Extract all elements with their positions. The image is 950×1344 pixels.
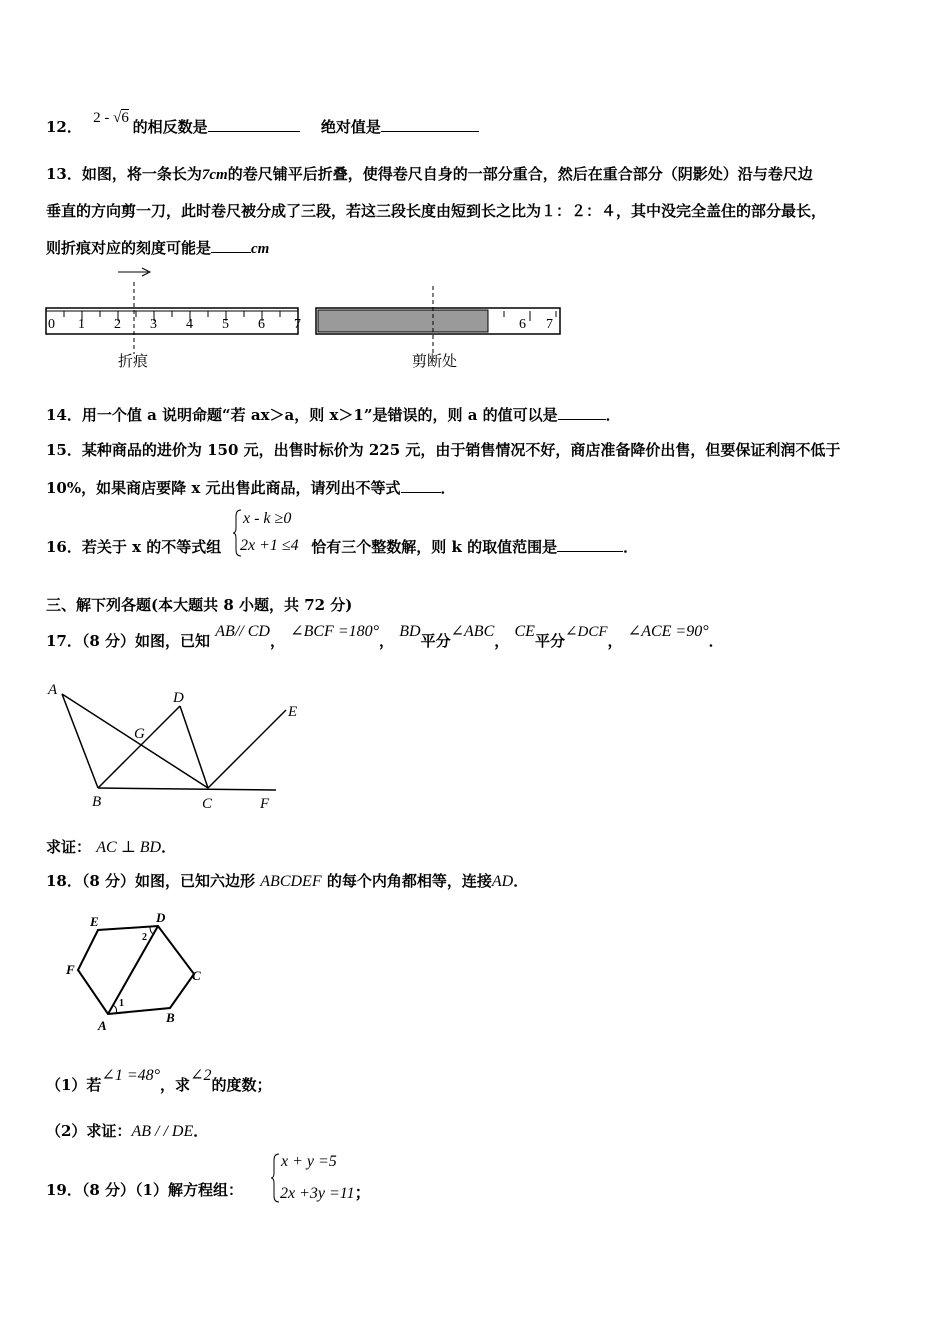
q13-length: 7cm (201, 167, 228, 183)
q16-text-b: 恰有三个整数解，则 k 的取值范围是 (311, 538, 558, 556)
q15-blank (401, 478, 441, 493)
q14-blank (558, 405, 606, 420)
label-G: G (134, 726, 145, 742)
hex-label-angle-2: 2 (142, 932, 147, 943)
hexagon-ABCDEF (78, 926, 194, 1014)
question-17 (46, 623, 724, 651)
q18-hexagon-figure (56, 906, 216, 1036)
q17-cond-1: AB// CD (215, 623, 270, 640)
question-14 (46, 404, 621, 425)
q18-end: ． (513, 872, 529, 890)
q13-line1-a: 13．如图，将一条长为 (46, 165, 202, 183)
q17-cond-2: ∠BCF =180° (290, 623, 380, 640)
q13-line2: 垂直的方向剪一刀，此时卷尺被分成了三段，若这三段长度由短到长之比为１：２：４，其中没完全盖住的部分最长， (46, 202, 827, 220)
q17-prefix: 17．（8 分）如图，已知 (46, 632, 211, 650)
q18-sub-2 (46, 1120, 208, 1141)
q18-sub1-b: ，求 (160, 1076, 191, 1094)
q18-sub1-expr: ∠1 =48° (101, 1067, 161, 1084)
q16-end: ． (623, 538, 639, 556)
question-15-line-2 (46, 477, 456, 498)
hex-label-F: F (66, 962, 75, 977)
overlap-shaded-region (318, 310, 488, 332)
q19-text: 19．（8 分）（1）解方程组： (46, 1181, 243, 1199)
segment-DC (180, 706, 208, 788)
line-BF (98, 788, 276, 790)
q12-number: 12． (46, 118, 82, 136)
label-fold: 折痕 (118, 354, 149, 370)
ruler-label: 2 (114, 317, 121, 332)
q15-line1: 15．某种商品的进价为 150 元，出售时标价为 225 元，由于销售情况不好，商店准备降价出售，但要保证利润不低于 (46, 441, 841, 459)
question-16 (46, 536, 638, 557)
q18-sub1-c: 的度数； (211, 1076, 272, 1094)
sqrt-symbol: √ (113, 110, 122, 126)
hex-label-B: B (166, 1010, 175, 1025)
q17-figure (40, 680, 320, 815)
q17-comma-4: ， (607, 632, 623, 650)
q12-expr-minuend: 2 - (93, 110, 110, 126)
q15-line2: 10%，如果商店要降 x 元出售此商品，请列出不等式 (46, 479, 401, 497)
question-19 (46, 1179, 243, 1200)
q17-cond-3a: BD (399, 623, 421, 640)
q18-sub2-end: ． (193, 1122, 209, 1140)
ruler-label: 6 (258, 317, 265, 332)
q18-text-a: 18．（8 分）如图，已知六边形 (46, 872, 256, 890)
q19-eq2-text: 2x +3y =11 (280, 1185, 355, 1202)
ruler-label: 3 (150, 317, 157, 332)
q18-ad: AD (491, 873, 514, 890)
hex-label-C: C (192, 968, 201, 983)
label-cut: 剪断处 (412, 354, 458, 370)
q15-end: ． (440, 479, 456, 497)
ruler-label: 1 (78, 317, 85, 332)
q17-cond-4c: ∠DCF (564, 624, 608, 640)
q16-system-eq-1: x - k ≥0 (243, 510, 292, 527)
label-F: F (260, 796, 270, 812)
question-13-line-3 (46, 237, 269, 258)
q12-blank-2 (381, 117, 479, 132)
ruler-label: 4 (186, 317, 193, 332)
q16-text-a: 16．若关于 x 的不等式组 (46, 538, 222, 556)
q17-bisect-2: 平分 (534, 632, 565, 650)
q19-end: ； (354, 1185, 371, 1202)
q18-sub2-expr: AB / / DE (131, 1123, 194, 1140)
q16-blank (557, 537, 623, 552)
q12-expr-radicand: 6 (121, 110, 129, 126)
hex-label-D: D (156, 910, 166, 925)
q12-text-opposite: 的相反数是 (132, 118, 208, 136)
ruler2-label-7: 7 (546, 317, 553, 332)
question-18 (46, 870, 528, 891)
q17-proof (46, 836, 176, 857)
q14-text: 14．用一个值 a 说明命题“若 ax＞a，则 x＞1”是错误的，则 a 的值可以是 (46, 406, 558, 424)
q13-ruler-figure (40, 262, 570, 374)
hex-label-E: E (90, 914, 99, 929)
q17-cond-3c: ∠ABC (450, 623, 495, 640)
label-D: D (173, 690, 184, 706)
segment-AB (62, 694, 98, 788)
q18-text-b: 的每个内角都相等，连接 (326, 872, 492, 890)
q17-cond-4a: CE (514, 623, 535, 640)
q19-system-eq-1: x + y =5 (281, 1153, 337, 1170)
q18-sub1-a: （1）若 (46, 1076, 102, 1094)
q12-blank-1 (208, 117, 300, 132)
q17-end: ． (708, 632, 724, 650)
q17-proof-end: ． (161, 838, 177, 856)
q12-text-absolute: 绝对值是 (320, 118, 381, 136)
segment-DB (98, 706, 180, 788)
q13-line3: 则折痕对应的刻度可能是 (46, 239, 212, 257)
q18-sub2-a: （2）求证： (46, 1122, 132, 1140)
q17-bisect-1: 平分 (420, 632, 451, 650)
label-B: B (92, 794, 102, 810)
label-C: C (202, 796, 213, 812)
question-12 (46, 110, 479, 137)
ruler-label: 5 (222, 317, 229, 332)
q14-end: ． (605, 406, 621, 424)
hex-label-A: A (98, 1018, 107, 1033)
q13-line1-b: 的卷尺铺平后折叠，使得卷尺自身的一部分重合，然后在重合部分（阴影处）沿与卷尺边 (227, 165, 813, 183)
label-A: A (48, 682, 58, 698)
q12-expression (93, 110, 132, 126)
q18-sub1-expr2: ∠2 (190, 1067, 212, 1084)
q17-proof-label: 求证： (46, 838, 92, 856)
question-13-line-1 (46, 163, 813, 184)
q13-unit: cm (251, 241, 270, 257)
q16-system-eq-2: 2x +1 ≤4 (240, 537, 299, 554)
label-E: E (288, 704, 298, 720)
ray-CE (208, 710, 286, 788)
hex-label-angle-1: 1 (119, 998, 124, 1009)
q18-sub-1 (46, 1067, 272, 1095)
ruler-label: 7 (294, 317, 301, 332)
question-13-line-2 (46, 200, 826, 221)
question-15-line-1 (46, 439, 840, 460)
ruler2-label-6: 6 (519, 317, 526, 332)
q19-brace (270, 1152, 280, 1204)
q18-hexagon: ABCDEF (260, 873, 322, 890)
diagonal-AD (108, 926, 158, 1014)
q17-cond-5: ∠ACE =90° (627, 623, 709, 640)
q17-proof-expr: AC ⊥ BD (96, 839, 162, 856)
ruler-label: 0 (48, 317, 55, 332)
q19-system-eq-2 (280, 1180, 371, 1203)
q17-comma-2: ， (379, 632, 395, 650)
q17-comma-1: ， (269, 632, 285, 650)
q17-comma-3: ， (494, 632, 510, 650)
q13-blank (211, 238, 251, 253)
section-3-title: 三、解下列各题(本大题共 8 小题，共 72 分) (46, 596, 353, 614)
